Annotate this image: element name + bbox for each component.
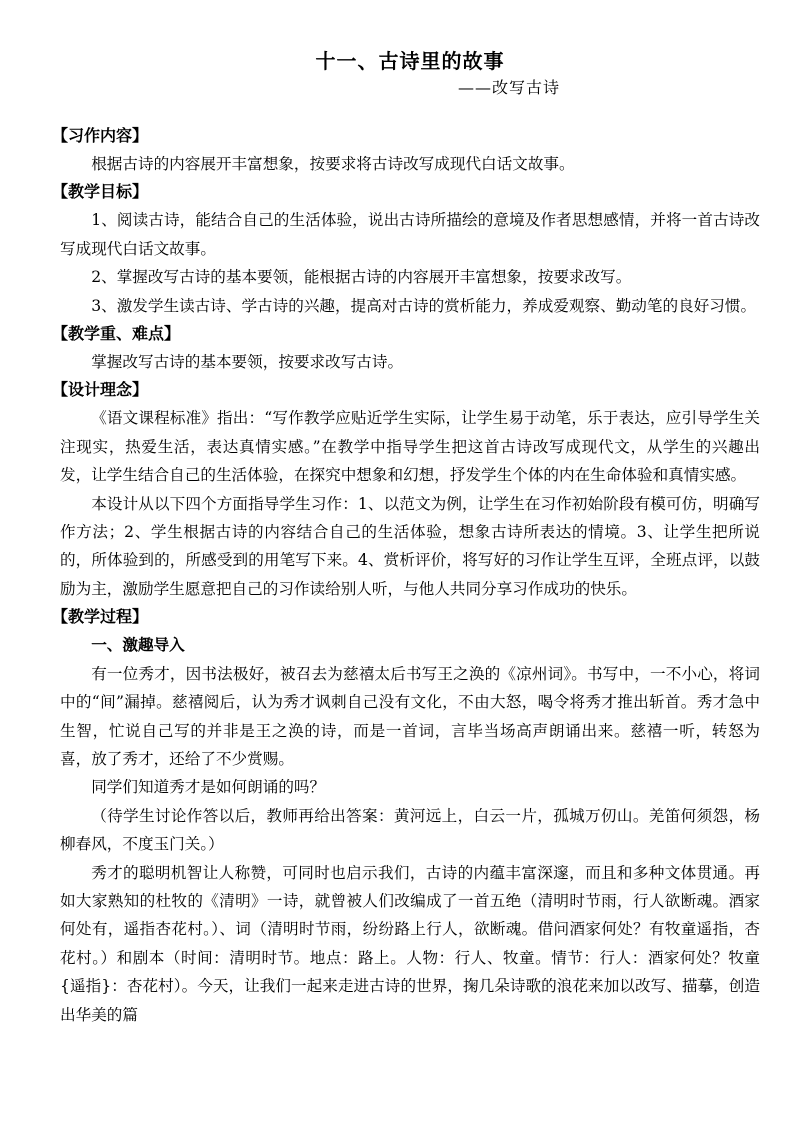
paragraph: 本设计从以下四个方面指导学生习作：1、以范文为例，让学生在习作初始阶段有模可仿，明确写作方法；2、学生根据古诗的内容结合自己的生活体验，想象古诗所表达的情境。3、让学生把所说的，所体验到的，所感受到的用笔写下来。4、赏析评价，将写好的习作让学生互评，全班点评，以鼓励为主，激励学生愿意把自己的习作读给别人听，与他人共同分享习作成功的快乐。: [60, 494, 760, 598]
section-heading-content: 【习作内容】: [52, 126, 149, 145]
section-process: [52, 603, 760, 1029]
sub-heading-intro: 一、激趣导入: [91, 636, 185, 655]
document-subtitle: ——改写古诗: [457, 78, 560, 97]
section-goals: [52, 178, 760, 320]
section-heading-concept: 【设计理念】: [52, 380, 149, 400]
paragraph: 1、阅读古诗，能结合自己的生活体验，说出古诗所描绘的意境及作者思想感情，并将一首古诗改写成现代白话文故事。: [60, 211, 760, 258]
section-content: [52, 122, 760, 178]
paragraph: 根据古诗的内容展开丰富想象，按要求将古诗改写成现代白话文故事。: [91, 155, 575, 173]
paragraph: 有一位秀才，因书法极好，被召去为慈禧太后书写王之涣的《凉州词》。书写中，一不小心，将词中的“间”漏掉。慈禧阅后，认为秀才讽刺自己没有文化，不由大怒，喝令将秀才推出斩首。秀才急中生智，忙说自己写的并非是王之涣的诗，而是一首词，言毕当场高声朗诵出来。慈禧一听，转怒为喜，放了秀才，还给了不少赏赐。: [60, 664, 760, 768]
section-heading-goals: 【教学目标】: [52, 182, 149, 202]
paragraph: （待学生讨论作答以后，教师再给出答案：黄河远上，白云一片，孤城万仞山。羌笛何须怨，杨柳春风，不度玉门关。）: [60, 806, 760, 854]
section-heading-keypoints: 【教学重、难点】: [52, 324, 181, 344]
paragraph: 3、激发学生读古诗、学古诗的兴趣，提高对古诗的赏析能力，养成爱观察、勤动笔的良好习惯。: [91, 296, 757, 315]
document-title: 十一、古诗里的故事: [315, 49, 505, 73]
paragraph: 秀才的聪明机智让人称赞，可同时也启示我们，古诗的内蕴丰富深邃，而且和多种文体贯通。再如大家熟知的杜牧的《清明》一诗，就曾被人们改编成了一首五绝（清明时节雨，行人欲断魂。酒家何处有，遥指杏花村。）、词（清明时节雨，纷纷路上行人，欲断魂。借问酒家何处？有牧童遥指，杏花村。）和剧本（时间：清明时节。地点：路上。人物：行人、牧童。情节：行人：酒家何处？牧童{遥指}：杏花村）。今天，让我们一起来走进古诗的世界，掬几朵诗歌的浪花来加以改写、描摹，创造出华美的篇: [60, 863, 760, 1024]
paragraph: 《语文课程标准》指出：“写作教学应贴近学生实际，让学生易于动笔，乐于表达，应引导学生关注现实，热爱生活，表达真情实感。”在教学中指导学生把这首古诗改写成现代文，从学生的兴趣出发，让学生结合自己的生活体验，在探究中想象和幻想，抒发学生个体的内在生命体验和真情实感。: [60, 409, 760, 485]
paragraph: 2、掌握改写古诗的基本要领，能根据古诗的内容展开丰富想象，按要求改写。: [91, 268, 632, 287]
section-keypoints: [52, 320, 760, 376]
document-page: [52, 46, 760, 1029]
section-concept: [52, 376, 760, 603]
title-spacer: [60, 100, 760, 122]
section-heading-process: 【教学过程】: [52, 607, 149, 627]
paragraph: 同学们知道秀才是如何朗诵的吗？: [91, 778, 326, 797]
paragraph: 掌握改写古诗的基本要领，按要求改写古诗。: [91, 353, 404, 372]
